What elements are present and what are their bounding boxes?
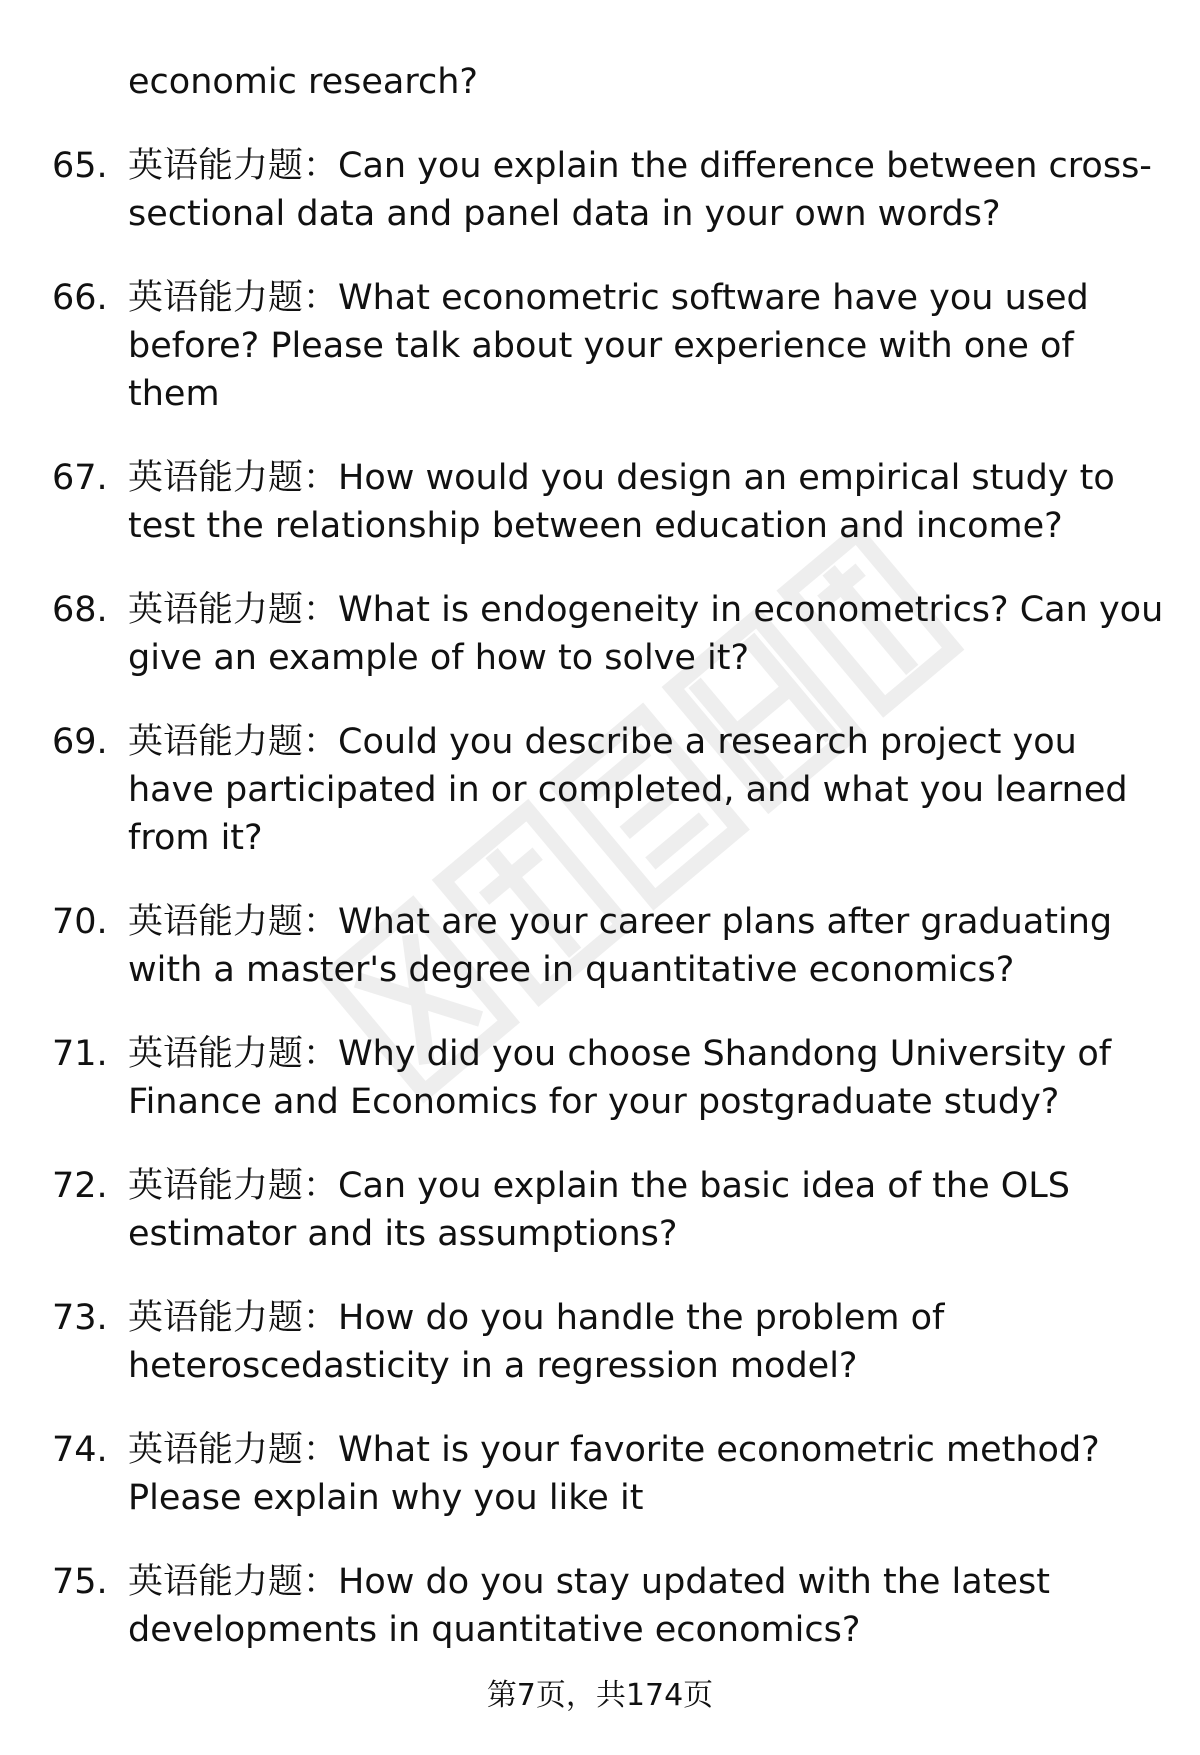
question-number: 69. (52, 722, 108, 762)
question-text: What is endogeneity in econometrics? Can you give an example of how to solve it? (128, 590, 1164, 678)
question-text: How would you design an empirical study to test the relationship between education and income? (128, 458, 1115, 546)
question-text: Could you describe a research project you have participated in or completed, and what you learned from it? (128, 722, 1128, 858)
question-body (128, 1558, 1168, 1654)
question-item (0, 1162, 1200, 1258)
question-item (0, 142, 1200, 238)
question-number: 65. (52, 146, 108, 186)
question-number: 73. (52, 1298, 108, 1338)
question-body (128, 1030, 1168, 1126)
question-prefix: 英语能力题： (128, 1298, 339, 1338)
question-body (128, 142, 1168, 238)
question-body (128, 1294, 1168, 1390)
question-body (128, 1426, 1168, 1522)
question-item (0, 1426, 1200, 1522)
question-body (128, 586, 1168, 682)
question-item (0, 454, 1200, 550)
question-prefix: 英语能力题： (128, 1430, 339, 1470)
question-prefix: 英语能力题： (128, 1562, 339, 1602)
question-number: 67. (52, 458, 108, 498)
question-prefix: 英语能力题： (128, 458, 339, 498)
question-number: 68. (52, 590, 108, 630)
question-number: 72. (52, 1166, 108, 1206)
question-number: 71. (52, 1034, 108, 1074)
question-text: What econometric software have you used before? Please talk about your experience with one of them (128, 278, 1089, 414)
question-item (0, 274, 1200, 418)
question-item (0, 586, 1200, 682)
question-text: How do you stay updated with the latest developments in quantitative economics? (128, 1562, 1050, 1650)
question-text: Why did you choose Shandong University of Finance and Economics for your postgraduate study? (128, 1034, 1112, 1122)
question-item (0, 1030, 1200, 1126)
question-prefix: 英语能力题： (128, 1034, 339, 1074)
page-footer: 第7页，共174页 (486, 1678, 714, 1713)
question-item (0, 1558, 1200, 1654)
question-text: How do you handle the problem of heteroscedasticity in a regression model? (128, 1298, 945, 1386)
question-number: 74. (52, 1430, 108, 1470)
question-text: What is your favorite econometric method? Please explain why you like it (128, 1430, 1100, 1518)
question-body (128, 454, 1168, 550)
question-list (0, 142, 1200, 1690)
question-number: 70. (52, 902, 108, 942)
question-item (0, 718, 1200, 862)
question-number: 66. (52, 278, 108, 318)
question-prefix: 英语能力题： (128, 278, 339, 318)
question-text: Can you explain the difference between cross-sectional data and panel data in your own words? (128, 146, 1152, 234)
continuation-text: economic research? (128, 62, 478, 102)
question-body (128, 898, 1168, 994)
question-prefix: 英语能力题： (128, 590, 339, 630)
question-prefix: 英语能力题： (128, 902, 339, 942)
question-body (128, 274, 1168, 418)
question-text: What are your career plans after graduating with a master's degree in quantitative economics? (128, 902, 1113, 990)
question-prefix: 英语能力题： (128, 146, 339, 186)
question-text: Can you explain the basic idea of the OLS estimator and its assumptions? (128, 1166, 1070, 1254)
question-item (0, 898, 1200, 994)
question-item (0, 1294, 1200, 1390)
question-body (128, 718, 1168, 862)
question-number: 75. (52, 1562, 108, 1602)
question-body (128, 1162, 1168, 1258)
question-prefix: 英语能力题： (128, 722, 339, 762)
question-prefix: 英语能力题： (128, 1166, 339, 1206)
